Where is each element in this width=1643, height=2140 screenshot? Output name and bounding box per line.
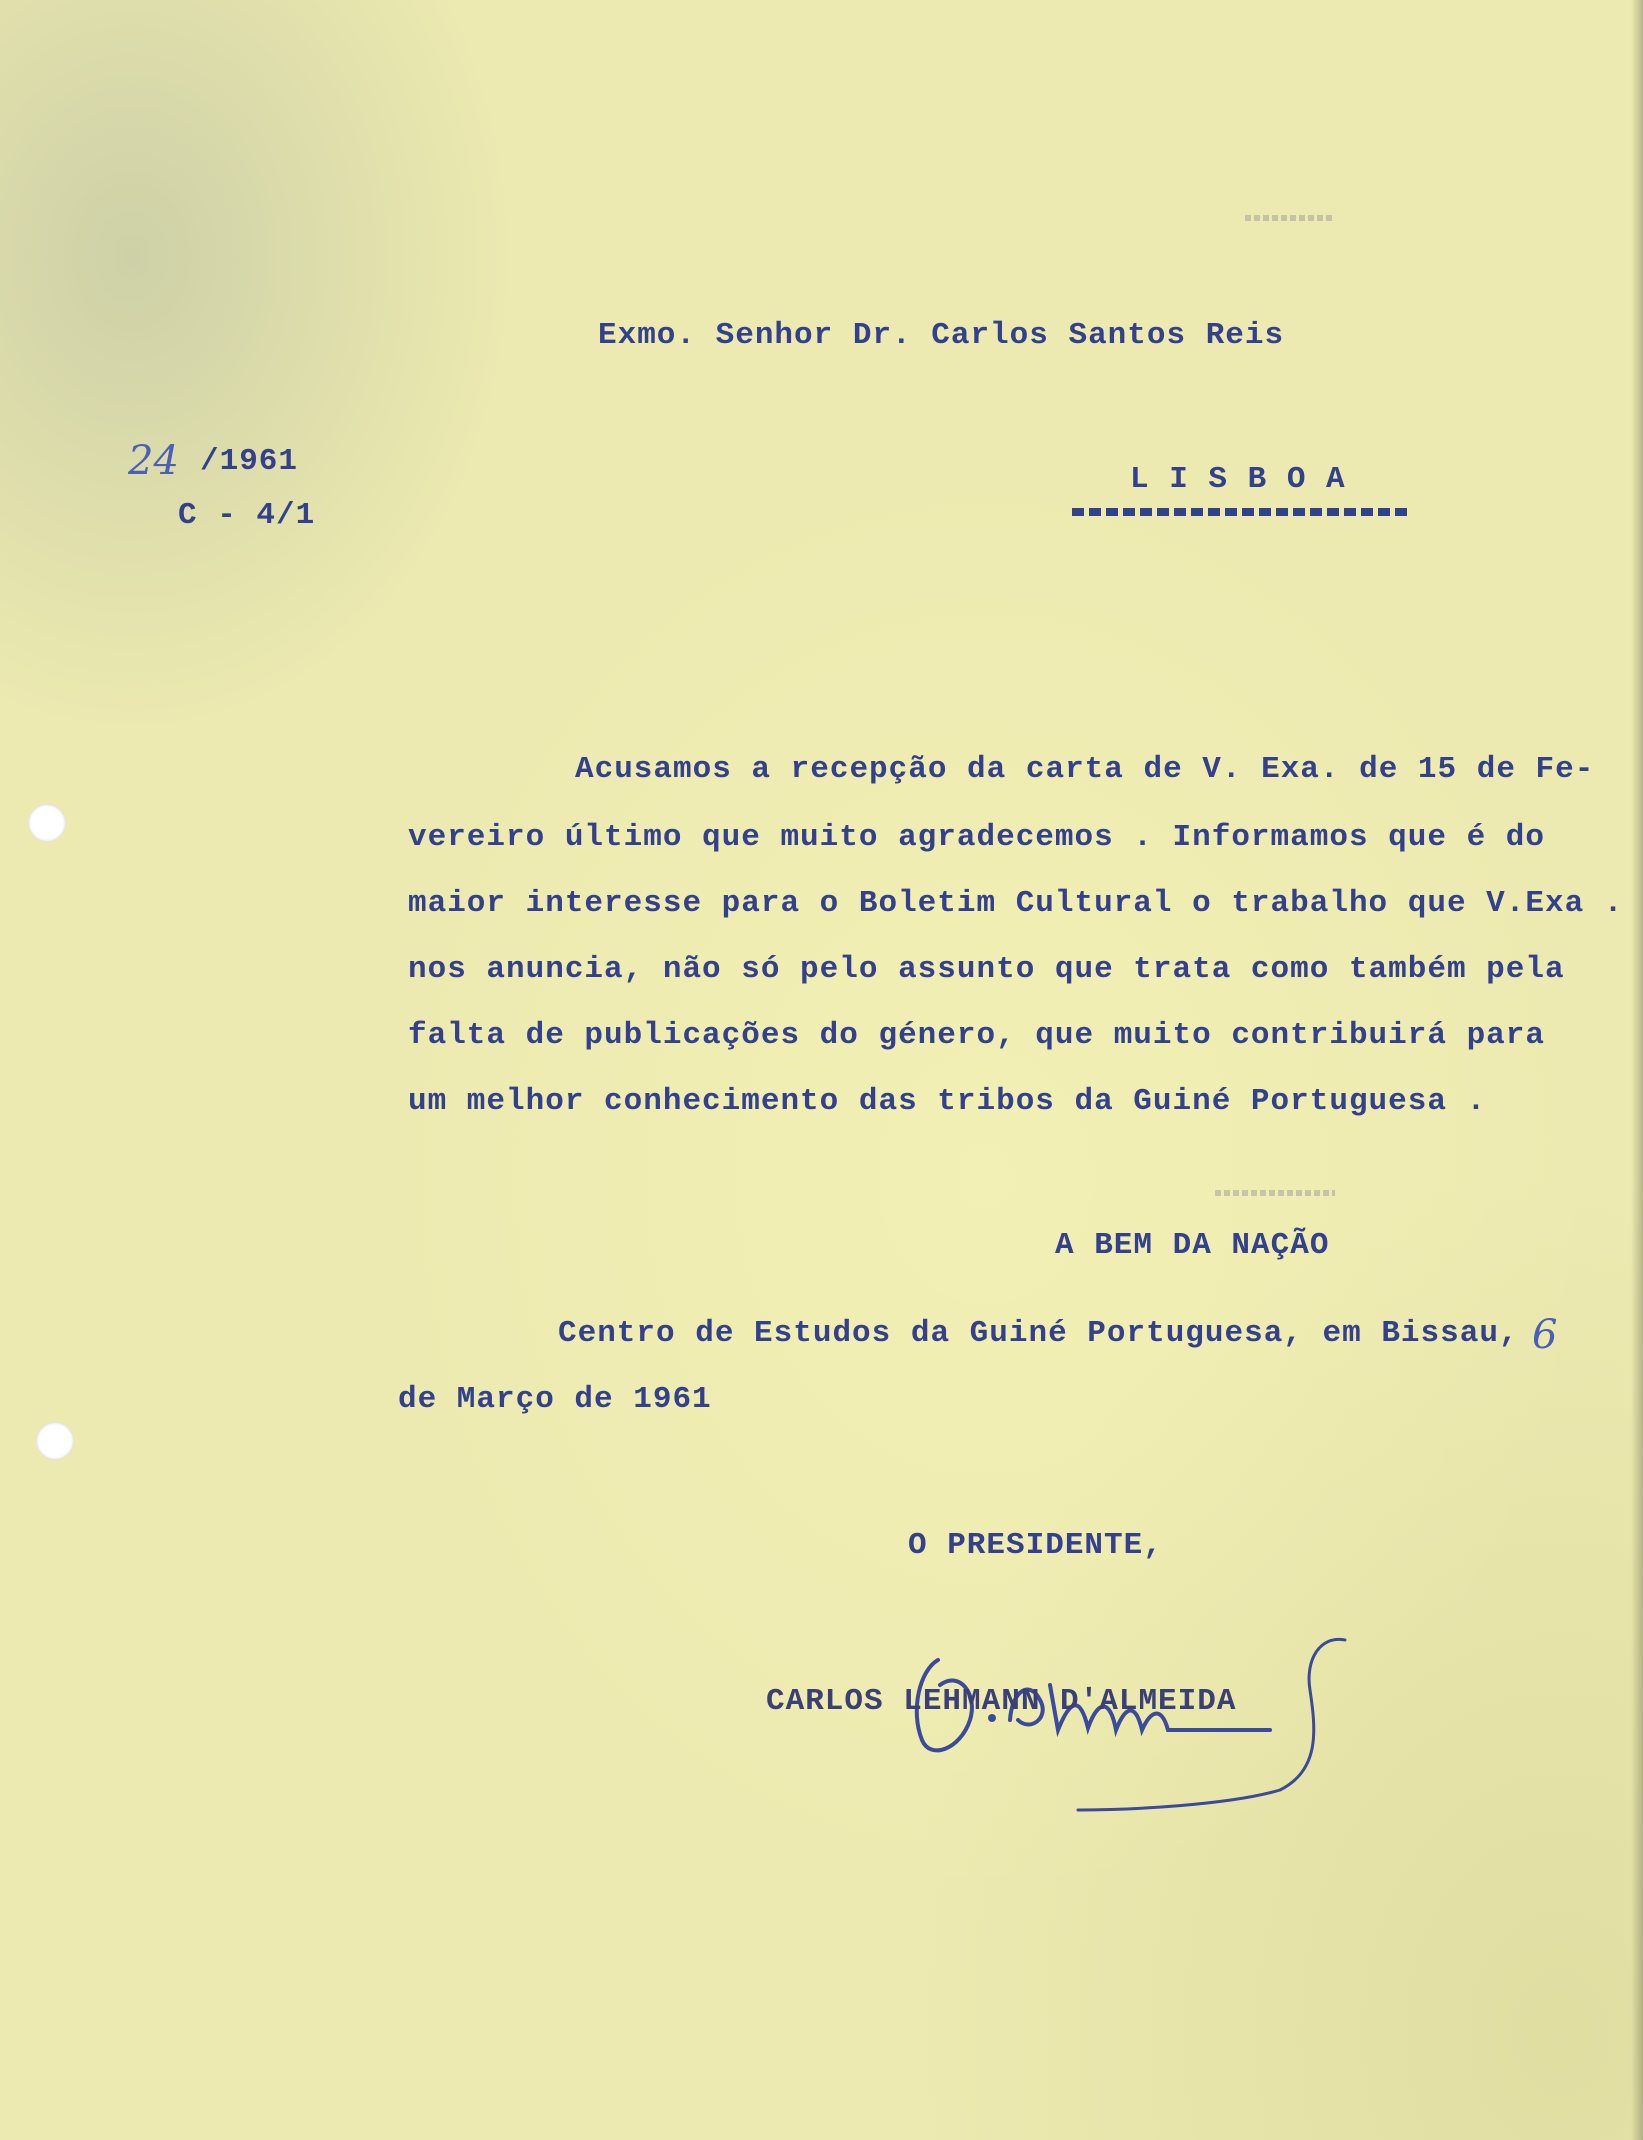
- city-underline: [1072, 508, 1410, 516]
- body-line-5: falta de publicações do género, que muito contribuirá para: [408, 1018, 1545, 1053]
- addressee-city: L I S B O A: [1130, 462, 1346, 497]
- body-line-1: Acusamos a recepção da carta de V. Exa. de 15 de Fe-: [575, 752, 1595, 787]
- body-line-6: um melhor conhecimento das tribos da Guiné Portuguesa .: [408, 1084, 1487, 1119]
- body-line-2: vereiro último que muito agradecemos . Informamos que é do: [408, 820, 1545, 855]
- page-edge-shadow: [1631, 0, 1643, 2140]
- signatory-name: CARLOS LEHMANN D'ALMEIDA: [766, 1684, 1237, 1719]
- closing-place-line: Centro de Estudos da Guiné Portuguesa, em Bissau,: [558, 1316, 1519, 1351]
- closing-motto: A BEM DA NAÇÃO: [1055, 1228, 1330, 1263]
- faint-mark: [1215, 1190, 1335, 1196]
- faint-mark: [1245, 215, 1335, 221]
- ref-year: /1961: [200, 444, 299, 479]
- signatory-title: O PRESIDENTE,: [908, 1528, 1163, 1563]
- body-line-3: maior interesse para o Boletim Cultural o trabalho que V.Exa .: [408, 886, 1624, 921]
- addressee-salutation: Exmo. Senhor Dr. Carlos Santos Reis: [598, 318, 1285, 353]
- ref-code: C - 4/1: [178, 498, 316, 533]
- punch-hole-top: [28, 804, 66, 842]
- body-line-4: nos anuncia, não só pelo assunto que trata como também pela: [408, 952, 1565, 987]
- closing-day-handwritten: 6: [1532, 1312, 1558, 1358]
- closing-date-line: de Março de 1961: [398, 1382, 712, 1417]
- punch-hole-bottom: [36, 1422, 74, 1460]
- ref-number-handwritten: 24: [128, 438, 179, 484]
